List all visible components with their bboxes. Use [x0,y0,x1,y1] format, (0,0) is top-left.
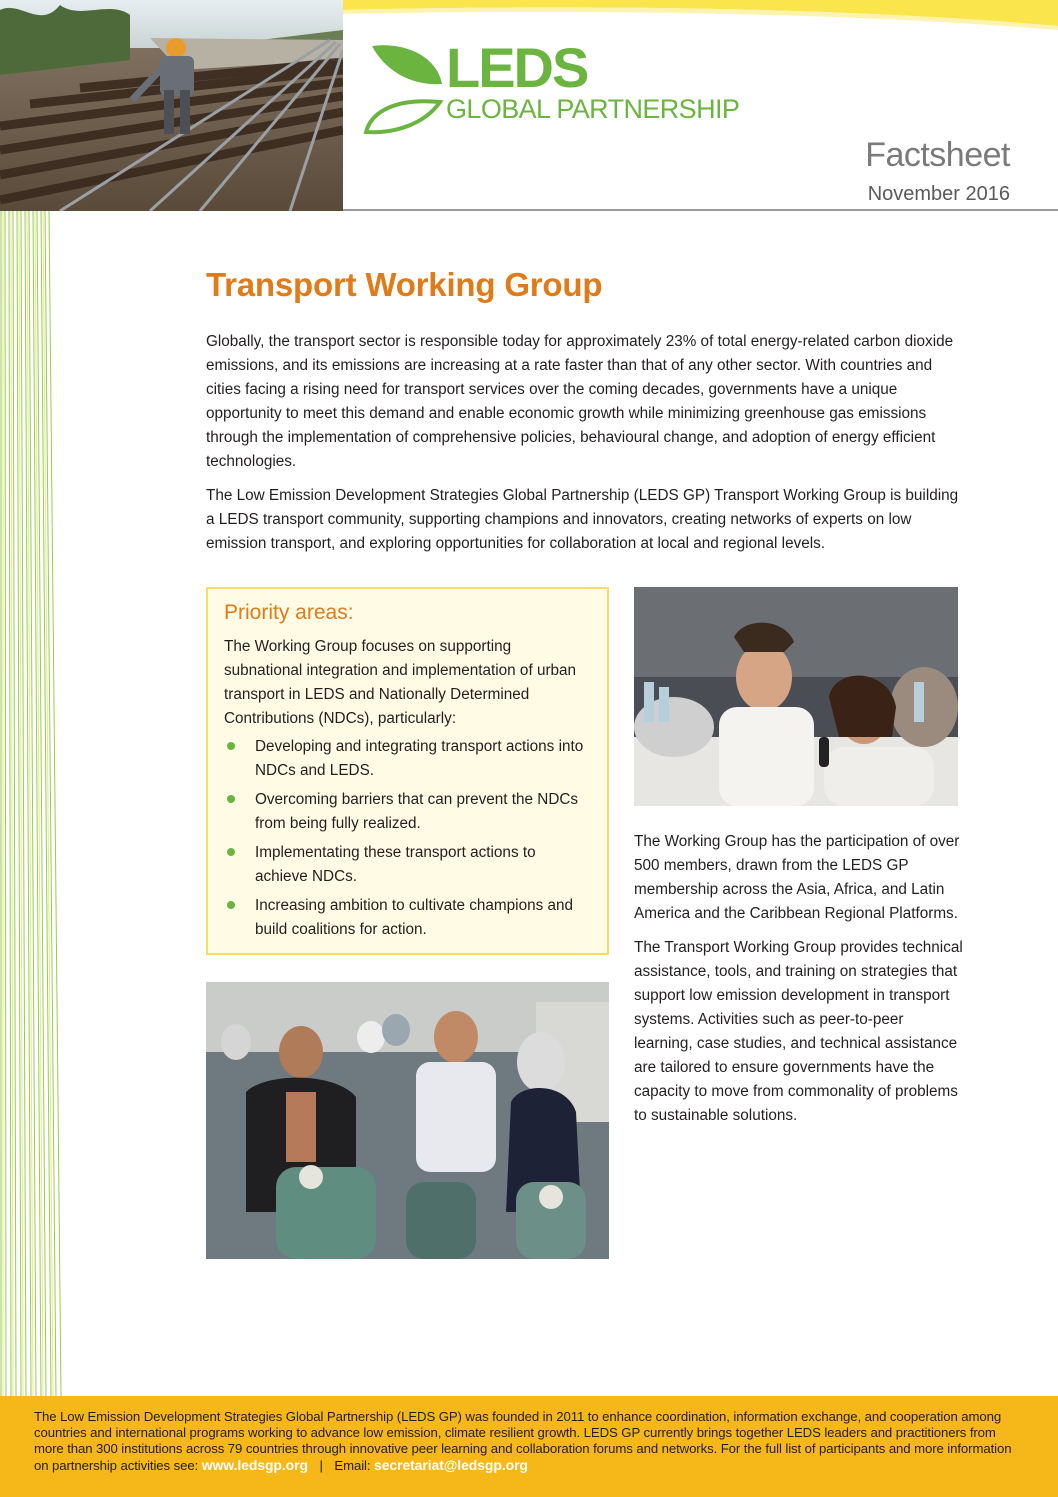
right-paragraph: The Transport Working Group provides technical assistance, tools, and training on strategies that support low emission development in transport systems. Activities such as peer-to-peer learning, case studies, and technical assistance are tailored to ensure governments have the capacity to move from commonality of problems to sustainable solutions. [634,939,963,1124]
right-column-text [634,830,964,1138]
decorative-side-lines [0,211,70,1396]
page-title: Transport Working Group [206,266,603,303]
header-divider [343,209,1058,211]
footer [0,1396,1058,1497]
email-label: Email: [334,1458,371,1473]
bullet-icon [227,848,235,856]
right-paragraph: The Working Group has the participation of over 500 members, drawn from the LEDS GP membership across the Asia, Africa, and Latin America and the Caribbean Regional Platforms. [634,833,960,922]
priority-item-text: Developing and integrating transport actions into NDCs and LEDS. [255,738,584,779]
priority-list-item [224,735,591,783]
footer-separator: | [319,1458,323,1473]
document-type: Factsheet [865,136,1010,174]
priority-item-text: Overcoming barriers that can prevent the NDCs from being fully realized. [255,791,579,832]
priority-list-item [224,841,591,889]
bullet-icon [227,901,235,909]
intro-paragraph: The Low Emission Development Strategies Global Partnership (LEDS GP) Transport Working Group is building a LEDS transport community, supporting champions and innovators, creating networks of experts on low emission transport, and exploring opportunities for collaboration at local and regional levels. [206,487,959,552]
logo-subtitle: GLOBAL PARTNERSHIP [446,94,740,124]
priority-item-text: Increasing ambition to cultivate champions and build coalitions for action. [255,897,574,938]
website-link[interactable]: www.ledsgp.org [201,1457,308,1473]
priority-areas-intro: The Working Group focuses on supporting subnational integration and implementation of urban transport in LEDS and Nationally Determined Contributions (NDCs), particularly: [224,638,577,727]
footer-description: The Low Emission Development Strategies Global Partnership (LEDS GP) was founded in 2011 to enhance coordination, information exchange, and cooperation among countries and international programs working to advance low emission, climate resilient growth. LEDS GP currently brings together LEDS leaders and practitioners from more than 300 institutions across 79 countries through innovative peer learning and collaboration forums and networks. For the full list of participants and more information on partnership activities see: [34,1409,1012,1473]
logo-title: LEDS [446,36,588,99]
email-link[interactable]: secretariat@ledsgp.org [374,1457,528,1473]
intro-section [206,330,966,566]
bullet-icon [227,742,235,750]
intro-paragraph: Globally, the transport sector is responsible today for approximately 23% of total energy-related carbon dioxide emissions, and its emissions are increasing at a rate faster than that of any other sector. With countries and cities facing a rising need for transport services over the coming decades, governments have a unique opportunity to meet this demand and enable economic growth while minimizing greenhouse gas emissions through the implementation of comprehensive policies, behavioural change, and adoption of energy efficient technologies. [206,333,954,470]
priority-list-item [224,788,591,836]
meeting-participants-photo [634,587,958,806]
priority-list-item [224,894,591,942]
priority-list [224,735,591,942]
bullet-icon [227,795,235,803]
leds-gp-logo [362,36,762,140]
document-date: November 2016 [867,183,1010,205]
priority-areas-box [206,587,609,955]
priority-areas-title: Priority areas: [224,601,354,624]
priority-item-text: Implementating these transport actions to achieve NDCs. [255,844,536,885]
motorcycle-commuters-photo [206,982,609,1259]
railway-workers-photo [0,0,343,211]
leaf-logo-icon [362,40,446,136]
footer-text [34,1409,1024,1474]
